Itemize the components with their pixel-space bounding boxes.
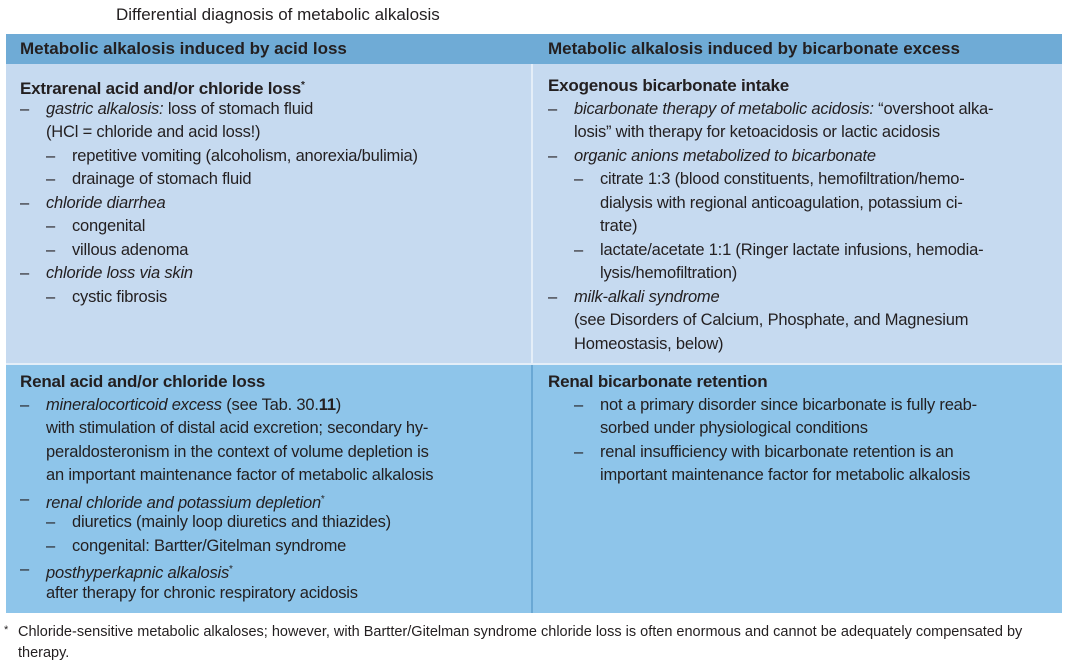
dash-bullet: – <box>46 240 55 259</box>
text-segment: Homeostasis, below) <box>574 334 724 353</box>
text-segment: posthyperkapnic alkalosis <box>46 564 230 582</box>
cell-heading <box>20 370 433 394</box>
dash-bullet: – <box>20 560 29 578</box>
list-item-text <box>72 147 418 165</box>
diagnosis-table <box>6 34 1062 613</box>
list-item-text <box>600 241 983 259</box>
cell-heading-text: Extrarenal acid and/or chloride loss <box>20 79 301 98</box>
list-item-continuation <box>548 215 993 239</box>
table-title: Differential diagnosis of metabolic alkalosis <box>116 5 440 24</box>
list-item-text <box>600 194 963 212</box>
text-segment: renal insufficiency with bicarbonate retention is an <box>600 442 954 461</box>
list-item-text <box>46 264 193 282</box>
list-item <box>20 262 418 286</box>
list-item-text <box>46 466 433 484</box>
dash-bullet: – <box>46 513 55 531</box>
text-segment: mineralocorticoid excess <box>46 395 222 414</box>
list-item <box>20 145 418 169</box>
list-item-continuation <box>548 262 993 286</box>
text-segment: ) <box>335 395 342 414</box>
column-divider <box>531 64 533 364</box>
list-item-continuation <box>548 333 993 357</box>
text-segment: lysis/hemofiltration) <box>600 264 738 282</box>
cell-heading-text: Exogenous bicarbonate intake <box>548 76 789 95</box>
list-item-continuation <box>20 417 433 441</box>
table-header <box>6 34 1062 64</box>
dash-bullet: – <box>46 146 55 165</box>
text-segment: loss of stomach fluid <box>163 99 314 118</box>
text-segment: chloride diarrhea <box>46 193 166 212</box>
list-item-text <box>574 147 876 165</box>
dash-bullet: – <box>574 395 583 414</box>
text-segment: 11 <box>318 395 336 414</box>
list-item-text <box>600 443 953 461</box>
list-item-continuation <box>20 121 418 145</box>
text-segment: congenital: Bartter/Gitelman syndrome <box>72 536 347 555</box>
list-item-text <box>46 584 358 602</box>
text-segment: peraldosteronism in the context of volume depletion is <box>46 442 429 461</box>
list-item-continuation <box>548 417 977 441</box>
list-item <box>548 98 993 122</box>
dash-bullet: – <box>20 489 29 508</box>
list-item-text <box>72 217 145 235</box>
dash-bullet: – <box>46 170 55 188</box>
list-item <box>20 168 418 192</box>
text-segment: an important maintenance factor of metabolic alkalosis <box>46 466 434 484</box>
list-item <box>548 168 993 192</box>
list-item <box>548 441 977 465</box>
text-segment: diuretics (mainly loop diuretics and thiazides) <box>72 513 391 531</box>
text-segment: cystic fibrosis <box>72 287 168 306</box>
text-segment: renal chloride and potassium depletion <box>46 493 321 512</box>
dash-bullet: – <box>574 442 583 461</box>
text-segment: trate) <box>600 217 638 235</box>
list-item <box>20 239 418 263</box>
list-item-continuation <box>548 121 993 145</box>
list-item <box>20 394 433 418</box>
text-segment: dialysis with regional anticoagulation, potassium ci- <box>600 193 963 212</box>
dash-bullet: – <box>20 395 29 414</box>
row-divider <box>6 363 1062 365</box>
dash-bullet: – <box>574 170 583 188</box>
list-item-text <box>600 217 637 235</box>
list-item-text <box>600 419 868 437</box>
list-item-text <box>72 537 346 555</box>
footnote-text: Chloride-sensitive metabolic alkaloses; however, with Bartter/Gitelman syndrome chloride loss is often enormous and cannot be adequately compensated by therapy. <box>18 624 1023 661</box>
list-item <box>20 286 418 310</box>
list-item-continuation <box>548 192 993 216</box>
text-segment: congenital <box>72 217 146 235</box>
list-item <box>548 286 993 310</box>
footnote-mark: * <box>4 624 9 636</box>
list-item <box>548 145 993 169</box>
cell-exogenous-bicarbonate <box>548 74 993 356</box>
text-segment: bicarbonate therapy of metabolic acidosis: <box>574 99 874 118</box>
list-item <box>20 192 418 216</box>
list-item-text <box>46 443 429 461</box>
list-item-text <box>574 335 723 353</box>
list-item-continuation <box>20 582 433 606</box>
list-item-text <box>46 194 166 212</box>
text-segment: villous adenoma <box>72 240 189 259</box>
header-bicarbonate-excess: Metabolic alkalosis induced by bicarbonate excess <box>548 39 960 58</box>
footnote <box>4 622 1064 664</box>
cell-renal-acid-loss <box>20 370 433 605</box>
list-item-text <box>600 170 965 188</box>
cell-heading <box>20 74 418 98</box>
text-segment: with stimulation of distal acid excretion; secondary hy- <box>46 419 429 437</box>
dash-bullet: – <box>548 99 557 118</box>
text-segment: citrate 1:3 (blood constituents, hemofiltration/hemo- <box>600 170 965 188</box>
list-item-continuation <box>548 464 977 488</box>
list-item <box>20 215 418 239</box>
list-item-text <box>72 170 251 188</box>
dash-bullet: – <box>46 536 55 555</box>
cell-extrarenal-acid-loss <box>20 74 418 309</box>
text-segment: drainage of stomach fluid <box>72 170 252 188</box>
text-segment: (HCl = chloride and acid loss!) <box>46 123 261 141</box>
list-item-text <box>574 288 719 306</box>
text-segment: important maintenance factor for metabolic alkalosis <box>600 466 971 484</box>
text-segment: losis” with therapy for ketoacidosis or lactic acidosis <box>574 123 940 141</box>
dash-bullet: – <box>548 287 557 306</box>
list-item-continuation <box>20 441 433 465</box>
text-segment: milk-alkali syndrome <box>574 287 720 306</box>
list-item-text <box>72 288 167 306</box>
text-segment: (see Disorders of Calcium, Phosphate, and Magnesium <box>574 311 969 329</box>
cell-renal-bicarbonate-retention <box>548 370 977 488</box>
list-item-continuation <box>20 464 433 488</box>
list-item <box>20 488 433 512</box>
list-item <box>548 394 977 418</box>
list-item-text <box>46 396 341 414</box>
text-segment: repetitive vomiting (alcoholism, anorexia/bulimia) <box>72 146 418 165</box>
dash-bullet: – <box>574 240 583 259</box>
cell-heading <box>548 370 977 394</box>
list-item-text <box>600 264 737 282</box>
cell-heading-text: Renal acid and/or chloride loss <box>20 372 266 391</box>
list-item-text <box>46 123 260 141</box>
list-item-text <box>600 396 977 414</box>
list-item-text <box>46 494 325 512</box>
dash-bullet: – <box>548 146 557 165</box>
text-segment: lactate/acetate 1:1 (Ringer lactate infusions, hemodia- <box>600 240 984 259</box>
text-segment: sorbed under physiological conditions <box>600 419 868 437</box>
list-item-text <box>600 466 970 484</box>
header-acid-loss: Metabolic alkalosis induced by acid loss <box>20 39 347 58</box>
dash-bullet: – <box>20 99 29 118</box>
list-item <box>548 239 993 263</box>
text-segment: (see Tab. 30. <box>221 395 319 414</box>
list-item-text <box>46 419 428 437</box>
list-item-continuation <box>548 309 993 333</box>
list-item <box>20 98 418 122</box>
list-item-text <box>574 311 968 329</box>
list-item-text <box>574 123 940 141</box>
list-item <box>20 511 433 535</box>
list-item <box>20 558 433 582</box>
list-item-text <box>46 100 313 118</box>
list-item <box>20 535 433 559</box>
dash-bullet: – <box>20 193 29 212</box>
text-segment: chloride loss via skin <box>46 264 193 282</box>
text-segment: organic anions metabolized to bicarbonate <box>574 146 876 165</box>
cell-heading <box>548 74 993 98</box>
list-item-text <box>574 100 993 118</box>
dash-bullet: – <box>46 217 55 235</box>
footnote-reference: * <box>300 80 305 91</box>
list-item-text <box>46 564 233 582</box>
footnote-reference: * <box>320 493 325 505</box>
dash-bullet: – <box>46 287 55 306</box>
text-segment: after therapy for chronic respiratory acidosis <box>46 583 358 602</box>
text-segment: not a primary disorder since bicarbonate is fully reab- <box>600 395 977 414</box>
list-item-text <box>72 241 188 259</box>
footnote-reference: * <box>229 564 233 575</box>
list-item-text <box>72 513 391 531</box>
text-segment: “overshoot alka- <box>873 99 994 118</box>
cell-heading-text: Renal bicarbonate retention <box>548 372 768 391</box>
column-divider <box>531 364 533 613</box>
text-segment: gastric alkalosis: <box>46 99 164 118</box>
dash-bullet: – <box>20 264 29 282</box>
